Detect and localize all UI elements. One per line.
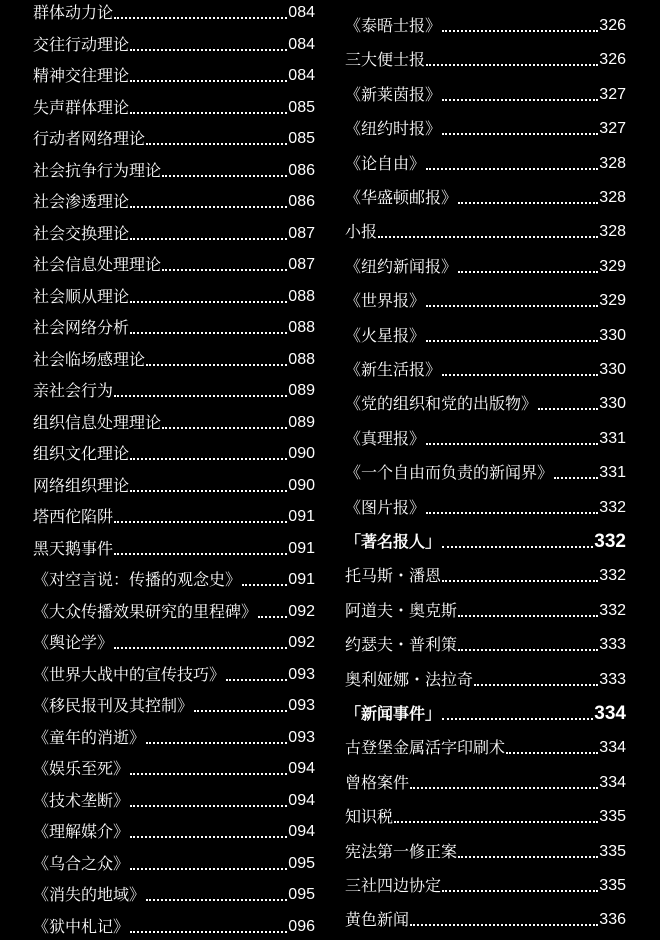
dot-leader [146, 143, 287, 145]
toc-entry [345, 148, 626, 174]
toc-entry-title: 黄色新闻 [345, 910, 410, 930]
toc-entry-title: 知识税 [345, 807, 394, 827]
toc-entry [33, 312, 315, 338]
toc-entry-title: 组织文化理论 [33, 444, 130, 463]
toc-entry [345, 388, 626, 414]
dot-leader [506, 752, 598, 754]
dot-leader [114, 521, 287, 523]
toc-entry [345, 732, 626, 758]
dot-leader [114, 553, 287, 555]
toc-entry [33, 281, 315, 307]
toc-entry-page-number: 094 [288, 791, 315, 809]
dot-leader [258, 616, 287, 618]
dot-leader [442, 374, 598, 376]
toc-entry-title: 托马斯・潘恩 [345, 566, 442, 586]
toc-entry-title: 《大众传播效果研究的里程碑》 [33, 601, 258, 621]
toc-entry-page-number: 086 [288, 161, 315, 179]
toc-entry-title: 社会信息处理理论 [33, 255, 162, 274]
dot-leader [442, 99, 598, 101]
toc-entry-title: 社会临场感理论 [33, 349, 146, 369]
toc-entry [33, 659, 315, 685]
dot-leader [130, 301, 287, 303]
toc-entry [345, 767, 626, 793]
toc-entry [33, 911, 315, 937]
toc-entry-page-number: 330 [599, 326, 626, 344]
toc-entry-page-number: 334 [599, 773, 626, 791]
toc-entry [33, 249, 315, 275]
toc-entry [33, 690, 315, 716]
toc-entry-title: 《舆论学》 [33, 633, 114, 652]
dot-leader [442, 133, 598, 135]
toc-entry [345, 44, 626, 70]
toc-entry-page-number: 336 [599, 911, 626, 929]
toc-entry-title: 组织信息处理理论 [33, 412, 162, 432]
toc-entry [345, 664, 626, 690]
toc-entry-title: 《乌合之众》 [33, 853, 130, 873]
toc-entry-page-number: 331 [599, 429, 626, 447]
toc-entry [33, 344, 315, 370]
toc-entry-page-number: 084 [288, 67, 315, 84]
dot-leader [130, 490, 287, 492]
toc-entry-page-number: 328 [599, 189, 626, 206]
toc-entry [345, 79, 626, 105]
toc-entry [345, 251, 626, 277]
toc-entry-title: 《纽约时报》 [345, 119, 442, 139]
toc-entry-title: 宪法第一修正案 [345, 841, 458, 861]
toc-entry [345, 457, 626, 483]
toc-entry [33, 0, 315, 23]
dot-leader [554, 477, 598, 479]
toc-entry [33, 848, 315, 874]
toc-entry-title: 失声群体理论 [33, 97, 130, 117]
toc-entry-page-number: 330 [599, 395, 626, 413]
dot-leader [146, 742, 287, 744]
toc-entry [33, 501, 315, 527]
toc-entry-title: 小报 [345, 222, 378, 242]
toc-entry-title: 《世界大战中的宣传技巧》 [33, 664, 226, 684]
dot-leader [130, 458, 287, 460]
toc-entry-page-number: 087 [288, 256, 315, 273]
toc-entry-title: 《火星报》 [345, 325, 426, 345]
toc-entry-title: 精神交往理论 [33, 66, 130, 85]
toc-section-heading [345, 698, 626, 724]
toc-entry [33, 533, 315, 559]
toc-entry-page-number: 328 [599, 154, 626, 172]
toc-entry-title: 社会渗透理论 [33, 192, 130, 211]
toc-entry-title: 《一个自由而负责的新闻界》 [345, 463, 554, 483]
toc-entry-title: 《世界报》 [345, 291, 426, 311]
toc-entry [33, 407, 315, 433]
toc-entry-title: 古登堡金属活字印刷术 [345, 738, 506, 758]
toc-entry-page-number: 334 [599, 739, 626, 757]
dot-leader [458, 649, 598, 651]
dot-leader [146, 364, 287, 366]
toc-entry-page-number: 088 [288, 350, 315, 368]
toc-entry-title: 塔西佗陷阱 [33, 507, 114, 526]
toc-entry-page-number: 335 [599, 877, 626, 894]
dot-leader [146, 899, 287, 901]
dot-leader [242, 584, 287, 586]
toc-entry [345, 492, 626, 518]
dot-leader [130, 112, 287, 114]
toc-entry-page-number: 086 [288, 193, 315, 210]
toc-entry-title: 《消失的地域》 [33, 885, 146, 904]
toc-entry-title: 网络组织理论 [33, 475, 130, 495]
toc-entry-page-number: 329 [599, 292, 626, 310]
toc-entry-title: 行动者网络理论 [33, 129, 146, 148]
toc-entry-page-number: 329 [599, 257, 626, 275]
toc-entry-page-number: 087 [288, 224, 315, 242]
toc-entry-title: 阿道夫・奥克斯 [345, 600, 458, 620]
toc-entry-page-number: 085 [288, 98, 315, 116]
toc-entry [345, 629, 626, 655]
toc-entry [345, 801, 626, 827]
dot-leader [130, 868, 287, 870]
toc-entry [345, 836, 626, 862]
toc-entry [345, 10, 626, 36]
toc-entry-title: 《娱乐至死》 [33, 759, 130, 778]
toc-entry-title: 《童年的消逝》 [33, 727, 146, 747]
dot-leader [114, 17, 287, 19]
toc-entry-page-number: 089 [288, 413, 315, 431]
toc-entry-title: 《新生活报》 [345, 360, 442, 379]
dot-leader [130, 80, 287, 82]
toc-entry [345, 423, 626, 449]
toc-entry [33, 60, 315, 86]
toc-entry-title: 亲社会行为 [33, 381, 114, 400]
toc-entry-title: 奥利娅娜・法拉奇 [345, 669, 474, 689]
toc-entry-page-number: 335 [599, 808, 626, 826]
toc-entry-title: 交往行动理论 [33, 34, 130, 54]
toc-entry [345, 182, 626, 208]
dot-leader [442, 890, 598, 892]
toc-entry-page-number: 090 [288, 476, 315, 494]
toc-entry [33, 564, 315, 590]
toc-entry [345, 904, 626, 930]
toc-entry-page-number: 332 [599, 498, 626, 516]
dot-leader [442, 546, 593, 548]
toc-entry-page-number: 333 [599, 636, 626, 654]
dot-leader [538, 408, 598, 410]
toc-entry-page-number: 085 [288, 130, 315, 147]
dot-leader [114, 647, 287, 649]
toc-entry-title: 《技术垄断》 [33, 790, 130, 810]
toc-entry [345, 560, 626, 586]
toc-entry-title: 「著名报人」 [345, 532, 442, 551]
toc-entry-title: 约瑟夫・普利策 [345, 635, 458, 655]
toc-entry-title: 社会顺从理论 [33, 286, 130, 306]
toc-entry [33, 155, 315, 181]
toc-entry [33, 785, 315, 811]
toc-entry-page-number: 330 [599, 361, 626, 378]
toc-entry [33, 816, 315, 842]
toc-entry-title: 三大便士报 [345, 50, 426, 70]
toc-entry-page-number: 334 [594, 703, 626, 724]
toc-entry-title: 《狱中札记》 [33, 916, 130, 936]
toc-section-heading [345, 526, 626, 552]
dot-leader [426, 168, 598, 170]
dot-leader [378, 236, 598, 238]
toc-entry-page-number: 095 [288, 854, 315, 872]
toc-entry-page-number: 088 [288, 319, 315, 336]
dot-leader [130, 49, 287, 51]
toc-entry-page-number: 332 [594, 531, 626, 552]
dot-leader [130, 836, 287, 838]
toc-entry-page-number: 094 [288, 760, 315, 777]
dot-leader [426, 64, 598, 66]
toc-entry-page-number: 084 [288, 35, 315, 53]
toc-entry-page-number: 084 [288, 4, 315, 21]
toc-entry-page-number: 093 [288, 728, 315, 746]
toc-entry-page-number: 335 [599, 842, 626, 860]
dot-leader [442, 718, 593, 720]
toc-entry [33, 92, 315, 118]
toc-entry-title: 三社四边协定 [345, 876, 442, 895]
toc-entry-title: 《党的组织和党的出版物》 [345, 394, 538, 414]
toc-entry [345, 285, 626, 311]
toc-entry [33, 596, 315, 622]
dot-leader [162, 175, 287, 177]
toc-entry [33, 29, 315, 55]
dot-leader [162, 269, 287, 271]
toc-entry-title: 《图片报》 [345, 497, 426, 517]
toc-entry-title: 「新闻事件」 [345, 704, 442, 723]
dot-leader [394, 821, 598, 823]
toc-entry-title: 《泰晤士报》 [345, 16, 442, 35]
toc-entry-title: 社会交换理论 [33, 223, 130, 243]
toc-entry-title: 《论自由》 [345, 153, 426, 173]
toc-entry-page-number: 093 [288, 697, 315, 714]
toc-entry-page-number: 332 [599, 601, 626, 619]
toc-entry [33, 186, 315, 212]
toc-entry-title: 《移民报刊及其控制》 [33, 696, 194, 715]
toc-entry-page-number: 331 [599, 464, 626, 482]
dot-leader [226, 679, 287, 681]
dot-leader [458, 202, 598, 204]
toc-entry [33, 627, 315, 653]
toc-entry [33, 218, 315, 244]
toc-entry-title: 《对空言说：传播的观念史》 [33, 570, 242, 589]
dot-leader [426, 512, 598, 514]
dot-leader [410, 787, 598, 789]
toc-entry [33, 722, 315, 748]
toc-entry-page-number: 327 [599, 85, 626, 103]
toc-entry [33, 438, 315, 464]
dot-leader [442, 30, 598, 32]
toc-entry-title: 曾格案件 [345, 772, 410, 792]
toc-entry-page-number: 333 [599, 670, 626, 688]
toc-entry [33, 753, 315, 779]
dot-leader [458, 615, 598, 617]
dot-leader [130, 931, 287, 933]
toc-entry-title: 《理解媒介》 [33, 822, 130, 841]
dot-leader [130, 773, 287, 775]
toc-entry-page-number: 091 [288, 571, 315, 588]
toc-entry-page-number: 090 [288, 445, 315, 462]
toc-entry-page-number: 328 [599, 223, 626, 241]
toc-entry-page-number: 326 [599, 17, 626, 34]
dot-leader [130, 332, 287, 334]
dot-leader [426, 305, 598, 307]
toc-entry [345, 320, 626, 346]
toc-entry-page-number: 091 [288, 508, 315, 525]
toc-entry-title: 《真理报》 [345, 428, 426, 448]
toc-entry-title: 《纽约新闻报》 [345, 256, 458, 276]
dot-leader [130, 206, 287, 208]
toc-entry-title: 社会抗争行为理论 [33, 160, 162, 180]
toc-entry-title: 社会网络分析 [33, 318, 130, 337]
dot-leader [442, 580, 598, 582]
toc-entry [33, 879, 315, 905]
dot-leader [410, 924, 598, 926]
dot-leader [130, 805, 287, 807]
dot-leader [474, 684, 598, 686]
toc-entry-page-number: 327 [599, 120, 626, 138]
toc-entry [345, 595, 626, 621]
toc-entry-title: 《华盛顿邮报》 [345, 188, 458, 207]
toc-entry-page-number: 096 [288, 917, 315, 935]
toc-entry-title: 黑天鹅事件 [33, 538, 114, 558]
toc-entry-page-number: 092 [288, 602, 315, 620]
toc-entry [33, 123, 315, 149]
toc-entry-page-number: 092 [288, 634, 315, 651]
dot-leader [162, 427, 287, 429]
toc-entry-page-number: 088 [288, 287, 315, 305]
toc-entry [33, 470, 315, 496]
toc-entry-page-number: 089 [288, 382, 315, 399]
toc-entry-page-number: 326 [599, 51, 626, 69]
toc-entry-page-number: 093 [288, 665, 315, 683]
toc-entry [345, 870, 626, 896]
dot-leader [426, 340, 598, 342]
dot-leader [458, 856, 598, 858]
toc-entry-page-number: 091 [288, 539, 315, 557]
dot-leader [194, 710, 287, 712]
toc-entry [345, 113, 626, 139]
dot-leader [114, 395, 287, 397]
toc-entry-page-number: 095 [288, 886, 315, 903]
toc-entry-page-number: 094 [288, 823, 315, 840]
dot-leader [458, 271, 598, 273]
toc-entry-page-number: 332 [599, 567, 626, 585]
toc-entry-title: 群体动力论 [33, 3, 114, 22]
toc-entry [345, 354, 626, 380]
toc-entry [345, 216, 626, 242]
toc-entry-title: 《新莱茵报》 [345, 84, 442, 104]
dot-leader [426, 443, 598, 445]
dot-leader [130, 238, 287, 240]
toc-entry [33, 375, 315, 401]
